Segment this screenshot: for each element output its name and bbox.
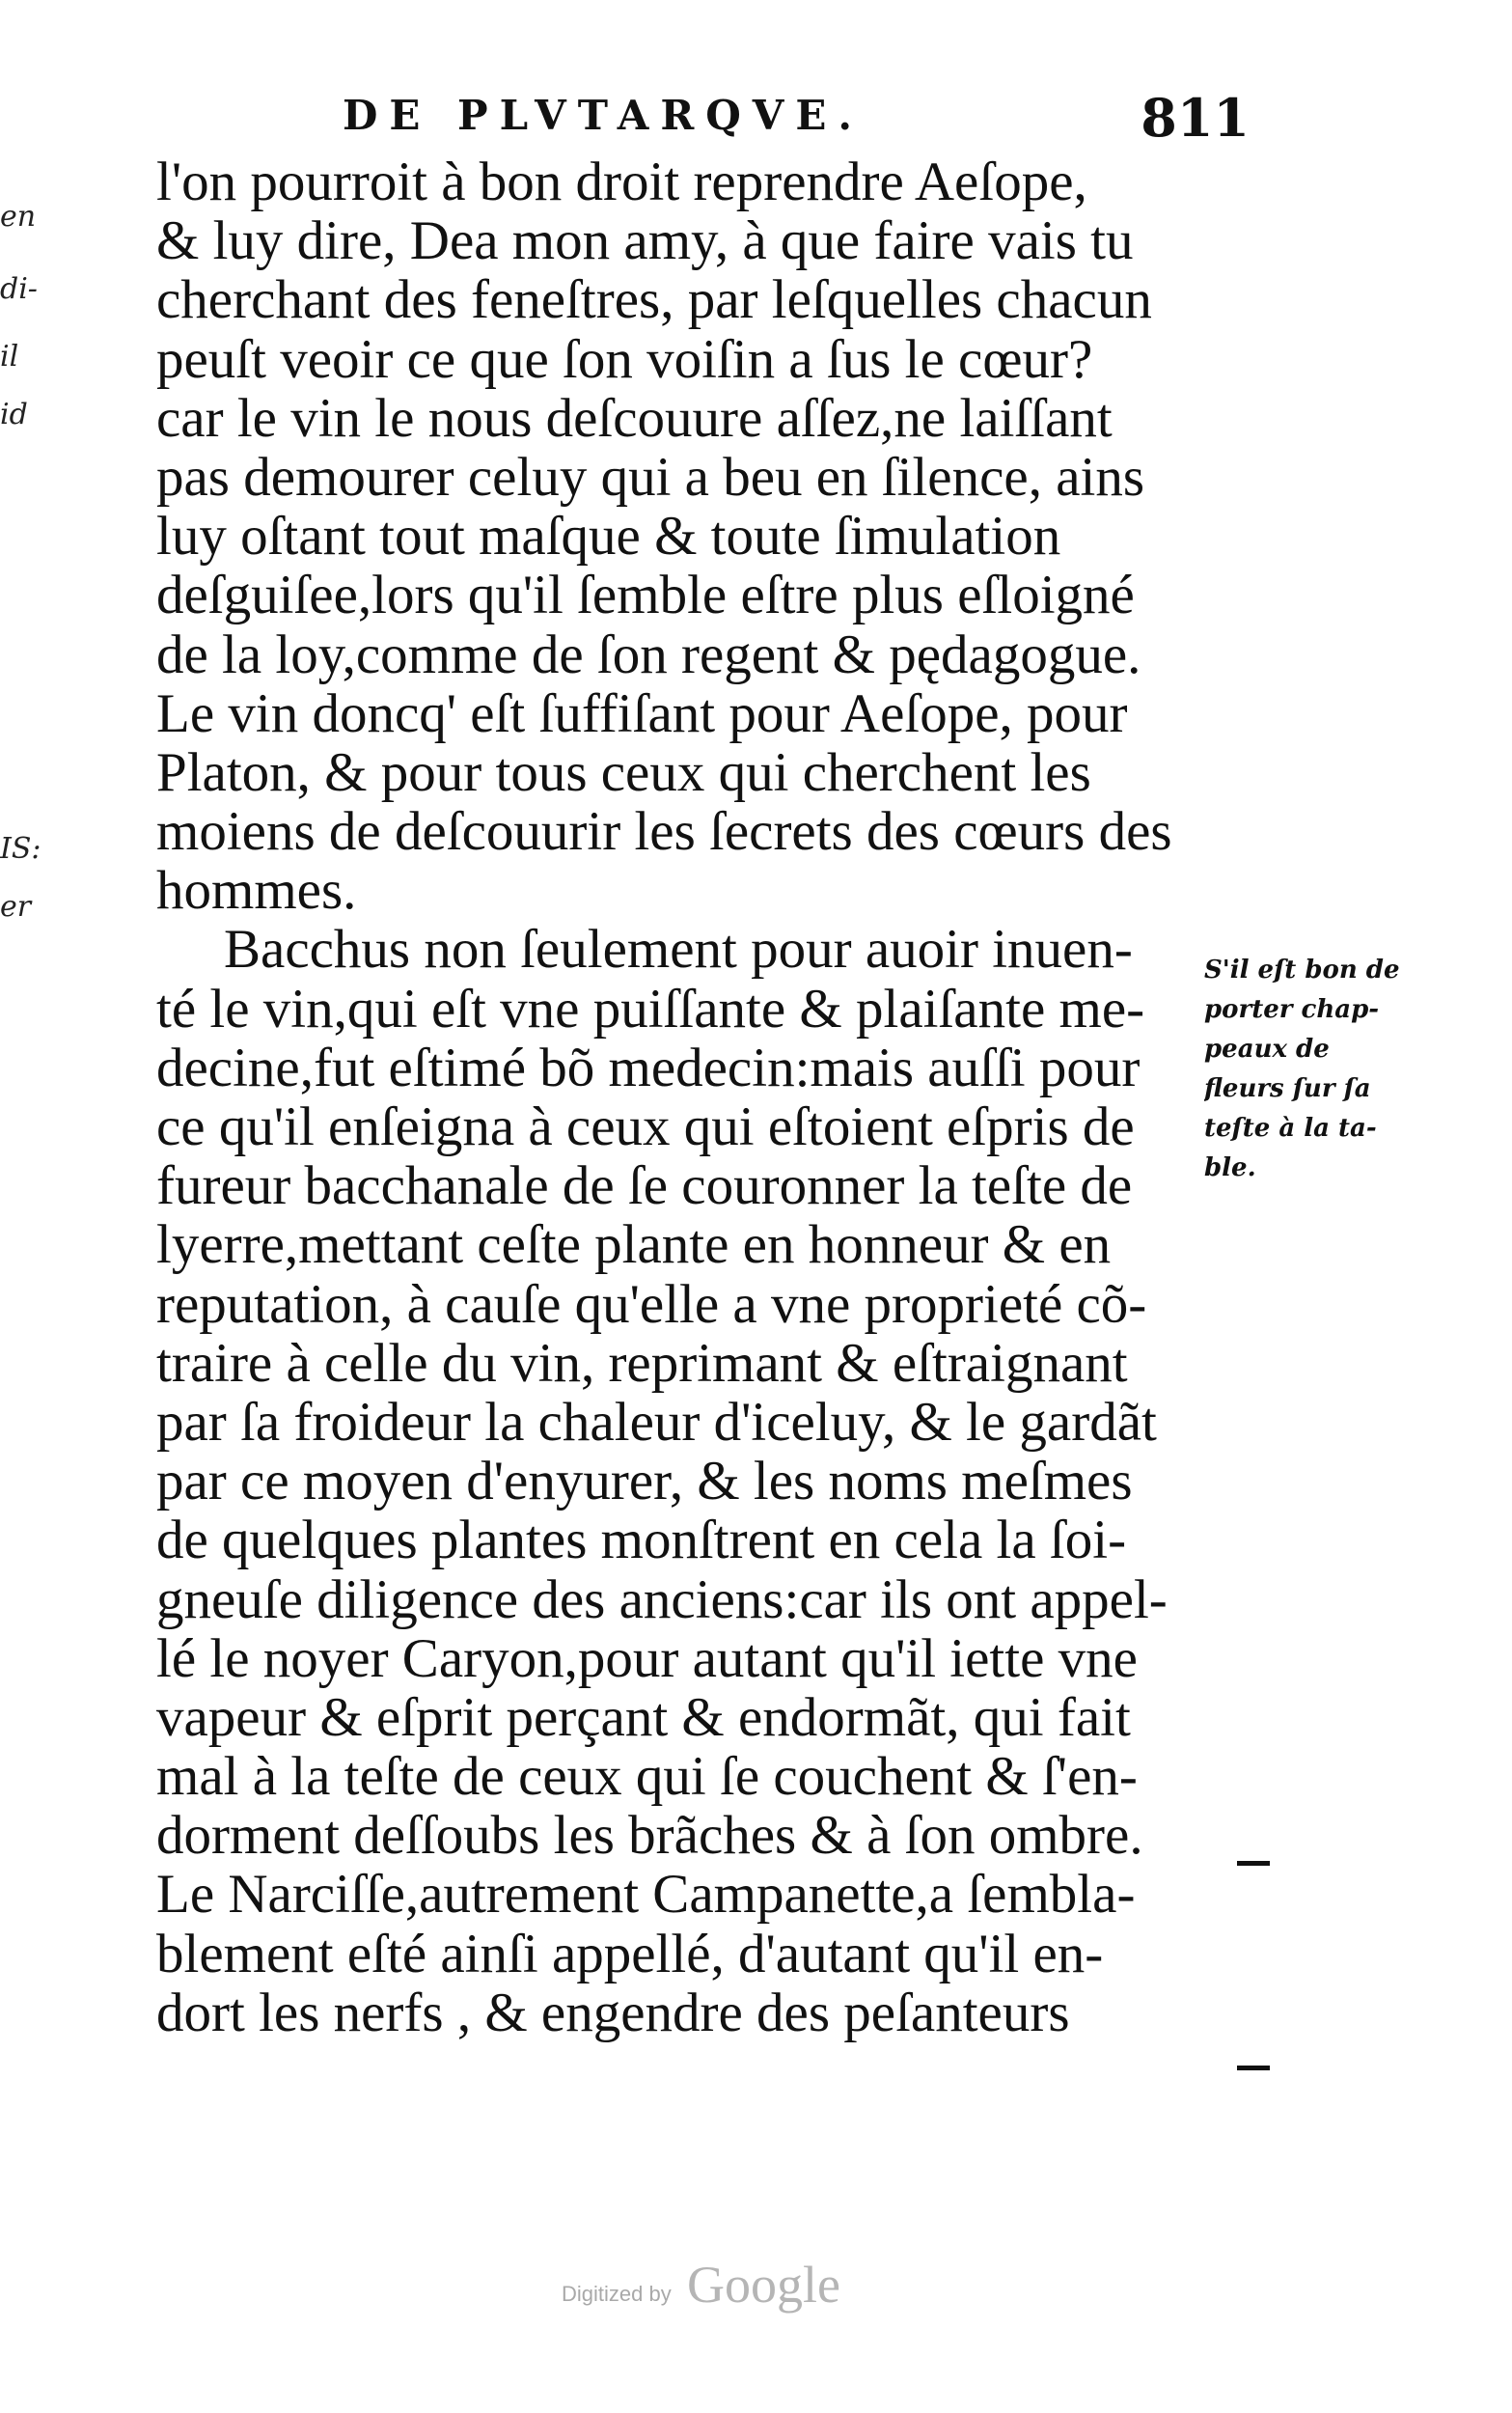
gutter-fragment: id [0, 398, 28, 431]
text-line: traire à celle du vin, reprimant & eſtraignant [156, 1333, 1128, 1393]
text-line: de quelques plantes monſtrent en cela la ſoi- [156, 1511, 1127, 1570]
text-line: fureur bacchanale de ſe couronner la teſte de [156, 1156, 1133, 1216]
margin-dash-mark [1237, 2066, 1270, 2070]
text-line: cherchant des feneſtres, par leſquelles chacun [156, 270, 1152, 330]
marginal-note-line: ble. [1204, 1153, 1256, 1182]
text-line: reputation, à cauſe qu'elle a vne proprieté cõ- [156, 1274, 1147, 1334]
marginal-note [1204, 951, 1436, 1188]
gutter-fragment: di- [0, 272, 38, 306]
text-line: hommes. [156, 861, 357, 921]
text-line: decine,fut eſtimé bõ medecin:mais auſſi pour [156, 1038, 1141, 1097]
marginal-note-line: peaux de [1204, 1035, 1330, 1064]
text-line: moiens de deſcouurir les ſecrets des cœurs des [156, 802, 1172, 862]
text-line: lyerre,mettant ceſte plante en honneur & en [156, 1215, 1112, 1275]
watermark-prefix: Digitized by [562, 2282, 672, 2306]
text-line: & luy dire, Dea mon amy, à que faire vais tu [156, 211, 1134, 271]
text-line: de la loy,comme de ſon regent & pędagogue. [156, 624, 1141, 684]
text-line: l'on pourroit à bon droit reprendre Aeſope, [156, 153, 1087, 212]
text-line: dort les nerfs , & engendre des peſanteurs [156, 1983, 1070, 2042]
marginal-note-line: fleurs ſur ſa [1204, 1074, 1371, 1103]
marginal-note-line: S'il eſt bon de [1204, 956, 1400, 985]
text-line: car le vin le nous deſcouure aſſez,ne laiſſant [156, 388, 1113, 448]
text-line: blement eſté ainſi appellé, d'autant qu'il en- [156, 1924, 1104, 1983]
gutter-fragment: en [0, 200, 37, 234]
text-line: par ſa froideur la chaleur d'iceluy, & le gardãt [156, 1392, 1157, 1453]
gutter-fragment: IS: [0, 832, 41, 866]
running-head [343, 87, 1250, 159]
text-line: Platon, & pour tous ceux qui cherchent les [156, 742, 1091, 803]
running-title: DE PLVTARQVE. [343, 92, 865, 139]
marginal-note-line: porter chap- [1204, 995, 1380, 1024]
google-logo: Google [687, 2256, 840, 2314]
text-line: dorment deſſoubs les brãches & à ſon ombre. [156, 1806, 1143, 1866]
text-line: gneuſe diligence des anciens:car ils ont appel- [156, 1569, 1168, 1629]
text-line: té le vin,qui eſt vne puiſſante & plaiſante me- [156, 979, 1145, 1039]
text-line: ce qu'il enſeigna à ceux qui eſtoient eſpris de [156, 1097, 1135, 1157]
text-line: luy oſtant tout maſque & toute ſimulation [156, 507, 1061, 567]
text-line: Le Narciſſe,autrement Campanette,a ſembla- [156, 1865, 1136, 1925]
text-line: pas demourer celuy qui a beu en ſilence, ains [156, 447, 1145, 508]
digitization-watermark [562, 2255, 870, 2313]
text-line: vapeur & eſprit perçant & endormãt, qui fait [156, 1687, 1131, 1748]
facing-page-gutter-fragments [0, 183, 41, 1149]
main-text-block [156, 153, 1198, 2042]
marginal-note-line: teſte à la ta- [1204, 1114, 1377, 1143]
text-line: lé le noyer Caryon,pour autant qu'il iette vne [156, 1628, 1138, 1688]
text-line: mal à la teſte de ceux qui ſe couchent & ſ'en- [156, 1747, 1138, 1807]
text-line: peuſt veoir ce que ſon voiſin a ſus le cœur? [156, 329, 1093, 389]
text-line: deſguiſee,lors qu'il ſemble eſtre plus eſloigné [156, 566, 1135, 625]
page-number: 811 [1141, 87, 1250, 149]
text-line: Le vin doncq' eſt ſuffiſant pour Aeſope, pour [156, 683, 1128, 743]
paragraph-first-line: Bacchus non ſeulement pour auoir inuen- [224, 920, 1133, 980]
margin-dash-mark [1237, 1861, 1270, 1866]
gutter-fragment: il [0, 340, 19, 374]
gutter-fragment: er [0, 890, 32, 924]
text-line: par ce moyen d'enyurer, & les noms meſmes [156, 1452, 1133, 1512]
